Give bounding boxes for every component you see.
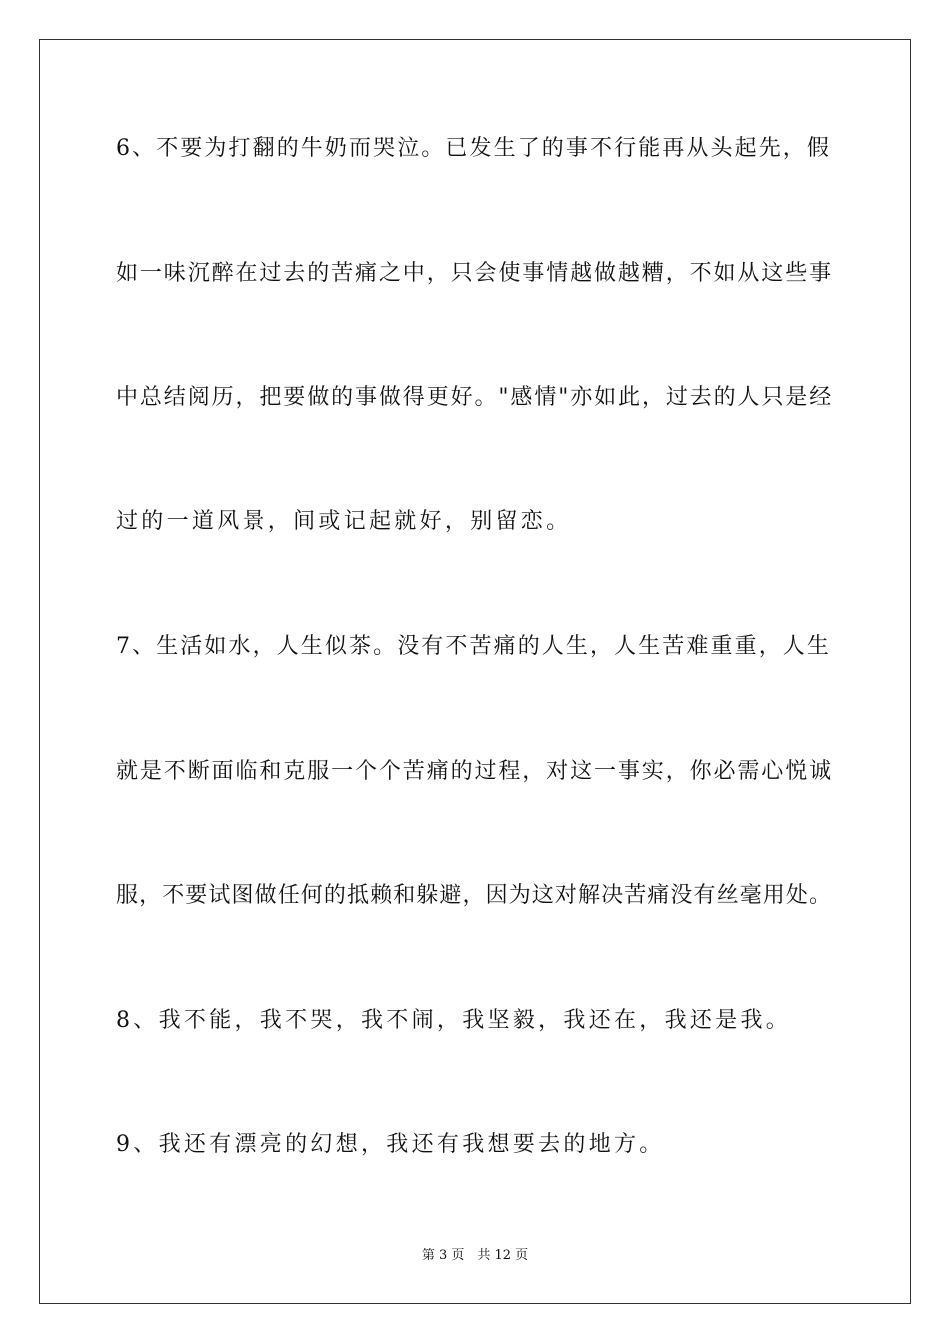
text-line: 9、我还有漂亮的幻想，我还有我想要去的地方。 <box>116 1132 665 1157</box>
page-number-footer: 第 3 页 共 12 页 <box>421 1248 529 1263</box>
page-border <box>39 39 911 1304</box>
text-line: 中总结阅历，把要做的事做得更好。"感情"亦如此，过去的人只是经 <box>116 385 834 410</box>
text-line: 过的一道风景，间或记起就好，别留恋。 <box>116 509 572 534</box>
text-line: 如一味沉醉在过去的苦痛之中，只会使事情越做越糟，不如从这些事 <box>116 261 834 286</box>
text-line: 6、不要为打翻的牛奶而哭泣。已发生了的事不行能再从头起先，假 <box>116 136 831 161</box>
text-line: 就是不断面临和克服一个个苦痛的过程，对这一事实，你必需心悦诚 <box>116 759 834 784</box>
text-line: 8、我不能，我不哭，我不闹，我坚毅，我还在，我还是我。 <box>116 1008 792 1033</box>
text-line: 7、生活如水，人生似茶。没有不苦痛的人生，人生苦难重重，人生 <box>116 634 831 659</box>
text-line: 服，不要试图做任何的抵赖和躲避，因为这对解决苦痛没有丝毫用处。 <box>116 883 833 908</box>
